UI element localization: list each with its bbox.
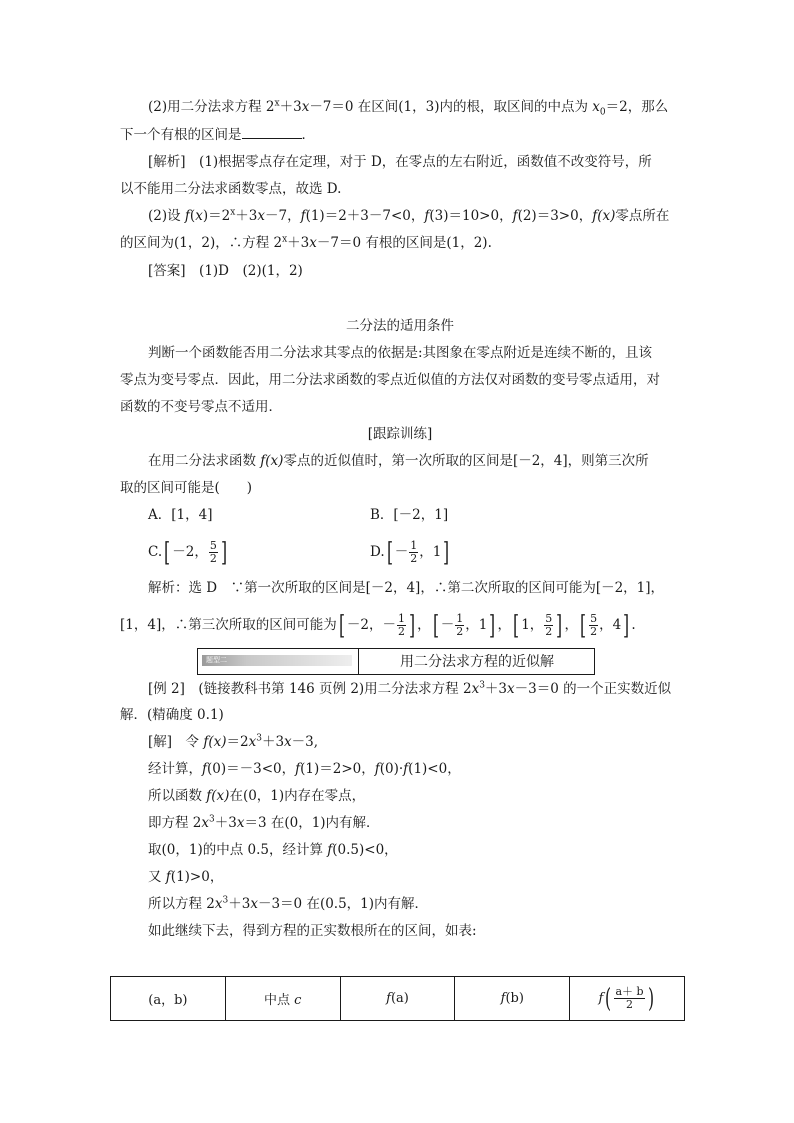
example-2-line-2: 解．(精确度 0.1): [120, 707, 224, 723]
conditions-line-2: 零点为变号零点．因此，用二分法求函数的零点近似值的方法仅对函数的变号零点适用，对: [120, 372, 660, 388]
solution-line-1: 解析：选 D ∵第一次所取的区间是[－2，4]，∴第二次所取的区间可能为[－2，1]，: [148, 580, 665, 596]
section-header: [197, 648, 595, 675]
example-2-line-1: [例 2] (链接教科书第 146 页例 2)用二分法求方程 $2x^3+3x-3=0$ 的一个正实数近似: [148, 680, 672, 697]
training-heading: [跟踪训练]: [367, 426, 433, 442]
example-2-solution-6: 又 f(1)>0，: [148, 869, 224, 885]
conditions-line-3: 函数的不变号零点不适用．: [120, 399, 282, 415]
example-2-solution-8: 如此继续下去，得到方程的正实数根所在的区间，如表:: [148, 923, 477, 939]
analysis-line-1: [解析] (1)根据零点存在定理，对于 D，在零点的左右附近，函数值不改变符号，所: [148, 154, 652, 170]
section-title: 用二分法求方程的近似解: [400, 654, 554, 670]
section-tag: 题型二: [202, 655, 352, 666]
analysis-line-3: (2)设 $f(x)=2^x+3x-7$，f(1)＝2＋3－7<0，f(3)＝10>0，f(2)＝3>0，f(x)零点所在: [148, 207, 670, 224]
question-2-line-1: (2)用二分法求方程 $2^x+3x-7=0$ 在区间(1，3)内的根，取区间的中点为 $x_0=2$，那么: [148, 98, 669, 118]
training-question-line-1: 在用二分法求函数 f(x)零点的近似值时，第一次所取的区间是[－2，4]，则第三次所: [148, 453, 649, 469]
bisection-table: [110, 976, 685, 1021]
example-2-solution-7: 所以方程 $2x^3+3x-3=0$ 在(0.5，1)内有解．: [148, 895, 429, 912]
training-question-line-2: 取的区间可能是( ): [120, 480, 253, 496]
conditions-heading: 二分法的适用条件: [346, 318, 454, 334]
example-2-solution-3: 所以函数 f(x)在(0，1)内存在零点，: [148, 788, 366, 804]
table-header-fb: f(b): [455, 977, 570, 1021]
example-2-solution-5: 取(0，1)的中点 0.5，经计算 f(0.5)<0，: [148, 842, 398, 858]
example-2-solution-4: 即方程 $2x^3+3x=3$ 在(0，1)内有解．: [148, 814, 380, 831]
question-2-line-2: 下一个有根的区间是 ．: [120, 124, 680, 145]
example-2-solution-2: 经计算，f(0)＝－3<0，f(1)＝2>0，f(0)·f(1)<0，: [148, 761, 461, 777]
answer-line: [答案] (1)D (2)(1，2): [148, 263, 303, 279]
example-2-solution-1: [解] 令 $f(x)=2x^3+3x-3$,: [148, 733, 319, 750]
solution-line-2: [1，4]，∴第三次所取的区间可能为[ －2，－ $\frac{1}{2}$ ] ，[ － $\frac{1}{2}$ ，1] ，[ 1， $\frac{5}{2}$ ] ，[ $\frac{5}{2}$ ，4] .: [120, 610, 636, 641]
table-header-interval: (a，b): [111, 977, 226, 1021]
table-header-f-mid: f( $\frac{a+ b}{2}$ ): [570, 977, 685, 1021]
table-header-row: [111, 977, 685, 1021]
table-header-fa: f(a): [340, 977, 455, 1021]
analysis-line-4: 的区间为(1，2)，∴方程 $2^x+3x-7=0$ 有根的区间是(1，2).: [120, 234, 492, 251]
conditions-line-1: 判断一个函数能否用二分法求其零点的依据是:其图象在零点附近是连续不断的，且该: [148, 345, 653, 361]
option-b: B．[－2，1]: [370, 507, 449, 523]
option-a: A．[1，4]: [148, 507, 213, 523]
analysis-line-2: 以不能用二分法求函数零点，故选 D.: [120, 181, 342, 197]
option-c: C.[ －2， $\frac{5}{2}$ ]: [148, 537, 228, 568]
answer-blank: [242, 124, 302, 139]
table-header-midpoint: 中点 c: [225, 977, 340, 1021]
option-d: D.[ － $\frac{1}{2}$ ，1]: [370, 537, 450, 568]
